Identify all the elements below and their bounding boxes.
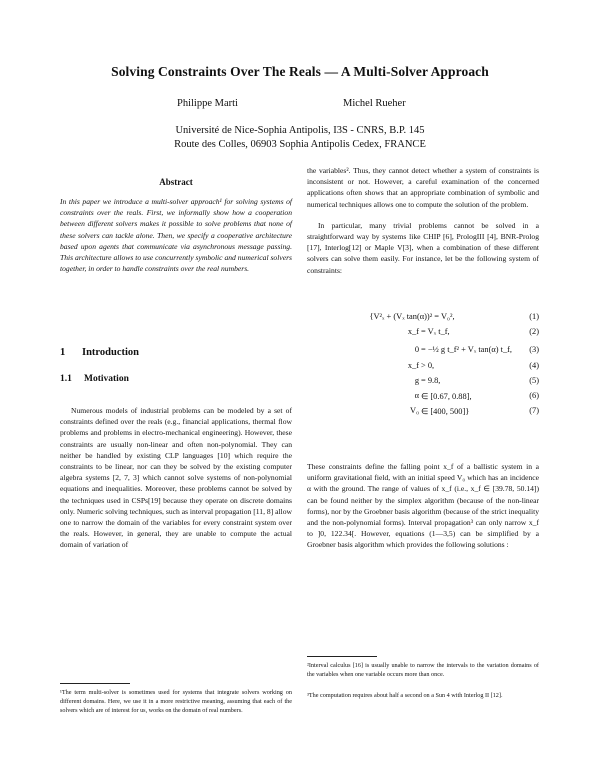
author-2: Michel Rueher [343,98,406,109]
equation-1 [307,311,539,326]
abstract-heading: Abstract [159,177,193,187]
equation-number: (7) [529,406,539,415]
footnote-2: ²Interval calculus [16] is usually unable to narrow the intervals to the variation domains of the variables when one variable occurs more than once. [307,662,539,678]
left-column-body [60,405,292,551]
equation-number: (5) [529,376,539,385]
equation-lhs: g [414,376,419,385]
equation-rhs: = Vₓ t_f, [421,327,450,336]
equation-lhs: α [414,391,419,400]
equation-rhs: ∈ [400, 500]} [421,407,470,416]
section-heading-introduction [60,347,139,358]
equation-expression: {V²ₓ + (Vₓ tan(α))² = V₀², [369,312,455,321]
subsection-title: Motivation [84,374,129,384]
equation-rhs: ∈ [0.67, 0.88], [421,392,472,401]
affiliation-line-1: Université de Nice-Sophia Antipolis, I3S - CNRS, B.P. 145 [175,125,425,136]
equation-number: (4) [529,361,539,370]
equation-lhs: x_f [407,361,419,370]
footnote-rule-right [307,656,377,657]
equation-rhs: = −½ g t_f² + Vₓ tan(α) t_f, [421,345,513,354]
equation-7 [307,405,539,420]
body-paragraph: the variables². Thus, they cannot detect whether a system of constraints is inconsistent or not. However, a careful examination of the concerned applications often shows that an appropriate combination of symbolic and numerical techniques allows one to compute the solution of the problem. [307,166,539,209]
footnote-3: ³The computation requires about half a second on a Sun 4 with Interlog II [12]. [307,692,503,699]
equation-6 [307,390,539,405]
footnote-rule-left [60,683,130,684]
equation-number: (1) [529,312,539,321]
equation-lhs: 0 [414,345,419,354]
subsection-number: 1.1 [60,374,72,384]
equation-number: (3) [529,345,539,354]
affiliation-line-2: Route des Colles, 06903 Sophia Antipolis Cedex, FRANCE [174,139,426,150]
equation-4 [307,360,539,375]
body-paragraph: Numerous models of industrial problems can be modeled by a set of constraints defined over the reals (e.g., financial applications, thermal flow problems and problems in electro-mechanical engineering). However, these constraints are usually non-linear and often non-polynomial. They can neither be handled by existing CLP languages [10] which require the constraints to be linear, nor can they be solved by the existing computer algebra systems [2, 7, 3] which cannot solve systems of non-polynomial equations and inequalities. Moreover, these problems cannot be solved by the techniques used in CSPs[19] because they operate on discrete domains only. Numeric solving techniques, such as interval propagation [11, 8] allow one to narrow the domain of the variables for every constraint system over the reals. However, in general, they are unable to compute the actual domain of variation of [60,406,292,550]
abstract-text [60,196,292,274]
section-title: Introduction [82,347,139,358]
right-column-body [307,165,539,276]
section-number: 1 [60,347,66,358]
body-paragraph: These constraints define the falling point x_f of a ballistic system in a uniform gravitational field, with an initial speed V₀ which has an incidence α with the ground. The range of values of x_f (i.e., x_f ∈ [39.78, 50.14]) can be found neither by the simplex algorithm (because of the non-linear forms), nor by the Groebner basis algorithm (because of the strict inequality and the non-polynomial forms). Interval propagation³ can only narrow x_f to ]0, 122.34[. However, equations (1—3,5) can be simplified by a Groebner basis algorithm which provides the following solutions : [307,462,539,550]
subsection-heading-motivation [60,374,129,384]
equation-number: (2) [529,327,539,336]
equation-system [307,311,539,420]
equation-rhs: > 0, [421,361,435,370]
equation-lhs: V₀ [410,406,419,415]
author-1: Philippe Marti [177,98,238,109]
equation-5 [307,375,539,390]
equation-3 [307,341,539,360]
equation-2 [307,326,539,341]
paper-title: Solving Constraints Over The Reals — A Multi-Solver Approach [111,64,489,79]
footnote-1: ¹The term multi-solver is sometimes used for systems that integrate solvers working on different domains. Here, we use it in a more restrictive meaning, assuming that each of the solvers which are of interest for us, works on the domain of real numbers. [60,689,292,714]
right-column-body-continued [307,461,539,551]
abstract-paragraph: In this paper we introduce a multi-solver approach¹ for solving systems of constraints over the reals. First, we informally show how a cooperation between different solvers makes it possible to solve problems that none of these solvers can tackle alone. Then, we specify a cooperative architecture based upon agents that communicate via asynchronous message passing. This architecture allows to use concurrently symbolic and numerical solvers together, in order to handle constraints over the real numbers. [60,197,292,274]
equation-rhs: = 9.8, [421,376,441,385]
body-paragraph: In particular, many trivial problems cannot be solved in a straightforward way by systems like CHIP [6], PrologIII [4], BNR-Prolog [17], Interlog[12] or Maple V[3], when a combination of these different solvers can solve them easily. For instance, let be the following system of constraints: [307,220,539,275]
equation-number: (6) [529,391,539,400]
equation-lhs: x_f [407,327,419,336]
